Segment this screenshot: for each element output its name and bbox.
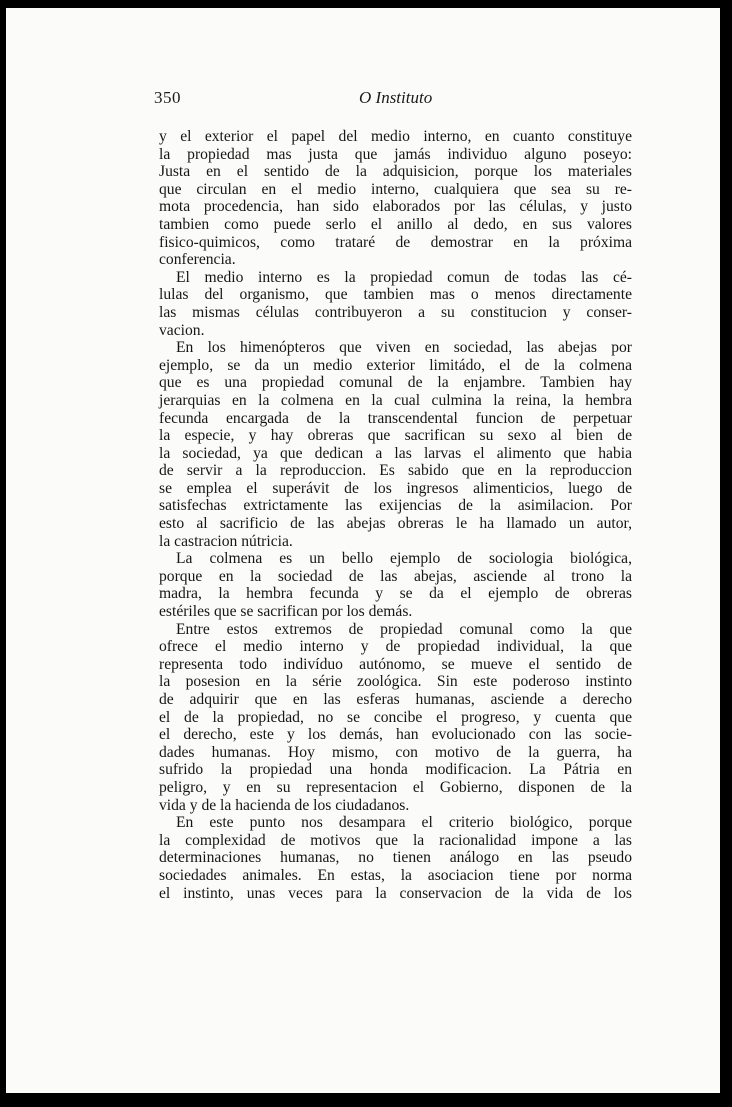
text-line: las mismas células contribuyeron a su constitucion y conser- <box>159 303 632 321</box>
text-line: El medio interno es la propiedad comun de todas las cé- <box>176 268 632 286</box>
text-line: Justa en el sentido de la adquisicion, porque los materiales <box>159 163 632 181</box>
text-line: la especie, y hay obreras que sacrifican su sexo al bien de <box>159 427 632 445</box>
text-line: En este punto nos desampara el criterio biológico, porque <box>176 814 632 832</box>
running-head <box>154 88 634 112</box>
text-line: que es una propiedad comunal de la enjambre. Tambien hay <box>159 374 632 392</box>
text-line: la sociedad, ya que dedican a las larvas el alimento que habia <box>159 444 632 462</box>
text-line: vida y de la hacienda de los ciudadanos. <box>159 796 410 814</box>
text-line: la propiedad mas justa que jamás individuo alguno poseyo: <box>159 145 632 163</box>
text-line: mota procedencia, han sido elaborados por las células, y justo <box>159 198 632 216</box>
text-line: se emplea el superávit de los ingresos alimenticios, luego de <box>159 479 632 497</box>
text-line: En los himenópteros que viven en sociedad, las abejas por <box>176 339 632 357</box>
text-line: lulas del organismo, que tambien mas o menos directamente <box>159 286 632 304</box>
text-line: peligro, y en su representacion el Gobierno, disponen de la <box>159 778 632 796</box>
text-line: la posesion en la série zoológica. Sin este poderoso instinto <box>159 673 632 691</box>
text-line: el de la propiedad, no se concibe el progreso, y cuenta que <box>159 708 632 726</box>
text-line: conferencia. <box>159 251 236 269</box>
text-line: vacion. <box>159 321 205 339</box>
text-line: ofrece el medio interno y de propiedad individual, la que <box>159 638 632 656</box>
book-page <box>6 8 720 1093</box>
text-line: esto al sacrificio de las abejas obreras le ha llamado un autor, <box>159 515 632 533</box>
text-line: ejemplo, se da un medio exterior limitádo, el de la colmena <box>159 356 632 374</box>
text-line: fecunda encargada de la transcendental funcion de perpetuar <box>159 409 632 427</box>
text-line: determinaciones humanas, no tienen análogo en las pseudo <box>159 849 632 867</box>
text-line: La colmena es un bello ejemplo de sociologia biológica, <box>176 550 632 568</box>
text-line: el instinto, unas veces para la conservacion de la vida de los <box>159 884 632 902</box>
text-line: dades humanas. Hoy mismo, con motivo de la guerra, ha <box>159 743 632 761</box>
text-line: la castracion nútricia. <box>159 532 293 550</box>
body-text <box>159 128 632 902</box>
text-line: sufrido la propiedad una honda modificacion. La Pátria en <box>159 761 632 779</box>
text-line: Entre estos extremos de propiedad comunal como la que <box>176 620 632 638</box>
text-line: que circulan en el medio interno, cualquiera que sea su re- <box>159 180 632 198</box>
text-line: la complexidad de motivos que la racionalidad impone a las <box>159 831 632 849</box>
text-line: jerarquias en la colmena en la cual culmina la reina, la hembra <box>159 391 632 409</box>
text-line: tambien como puede serlo el anillo al dedo, en sus valores <box>159 215 632 233</box>
page-number: 350 <box>154 88 181 107</box>
text-line: sociedades animales. En estas, la asociacion tiene por norma <box>159 866 632 884</box>
text-line: el derecho, este y los demás, han evolucionado con las socie- <box>159 726 632 744</box>
text-line: estériles que se sacrifican por los demás. <box>159 603 413 621</box>
text-line: y el exterior el papel del medio interno, en cuanto constituye <box>159 128 632 145</box>
text-line: de servir a la reproduccion. Es sabido que en la reproduccion <box>159 462 632 480</box>
text-line: porque en la sociedad de las abejas, asciende al trono la <box>159 567 632 585</box>
text-line: madra, la hembra fecunda y se da el ejemplo de obreras <box>159 585 632 603</box>
text-line: de adquirir que en las esferas humanas, asciende a derecho <box>159 691 632 708</box>
journal-title: O Instituto <box>359 88 433 107</box>
text-line: satisfechas extrictamente las exijencias de la asimilacion. Por <box>159 497 632 515</box>
text-line: fisico-quimicos, como trataré de demostrar en la próxima <box>159 233 632 251</box>
text-line: representa todo indivíduo autónomo, se mueve el sentido de <box>159 655 632 673</box>
